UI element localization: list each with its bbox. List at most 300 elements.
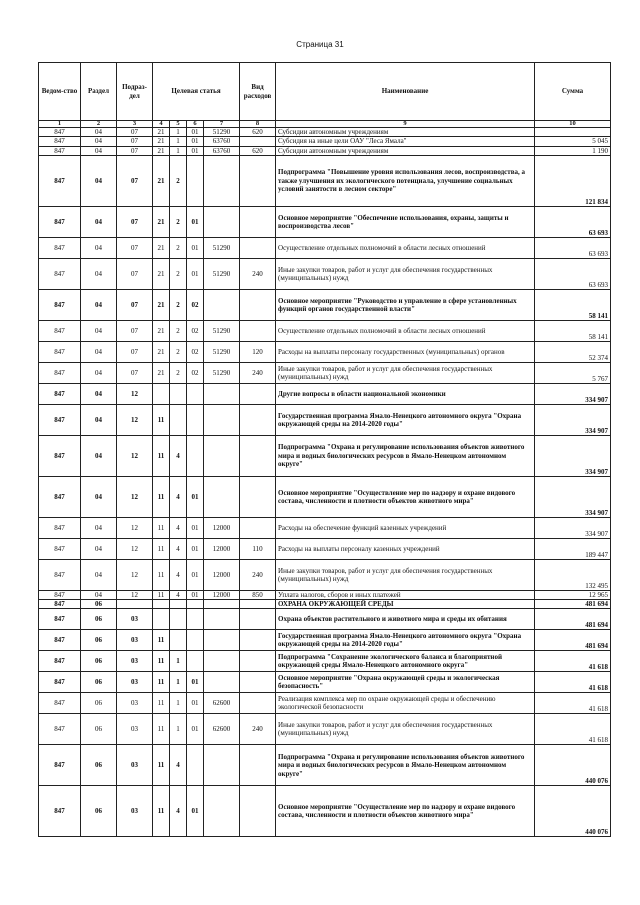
cell-sum: 440 076 [535,745,611,786]
cell-direction: 51290 [204,341,240,362]
cell-name: Основное мероприятие "Руководство и управление в сфере установленных функций органов государственной власти" [276,289,535,320]
cell-dept: 847 [39,786,81,837]
cell-name: Подпрограмма "Сохранение экологического баланса и благоприятной окружающей среды Ямало-Ненецкого автономного округа" [276,651,535,672]
cell-exp-type: 110 [240,538,276,559]
table-row [39,476,611,517]
cell-direction [204,672,240,693]
cell-direction [204,289,240,320]
cell-subprogram: 2 [170,237,187,258]
cell-exp-type: 240 [240,714,276,745]
cell-program: 21 [153,320,170,341]
header-section: Раздел [81,63,117,121]
cell-direction: 62600 [204,693,240,714]
cell-dept: 847 [39,609,81,630]
cell-name: Основное мероприятие "Охрана окружающей среды и экологическая безопасность" [276,672,535,693]
column-numbers-row [39,121,611,128]
cell-program: 11 [153,517,170,538]
cell-section: 06 [81,693,117,714]
cell-dept: 847 [39,362,81,383]
cell-measure [187,609,204,630]
cell-program: 11 [153,435,170,476]
cell-direction [204,476,240,517]
cell-subprogram: 4 [170,476,187,517]
cell-subprogram: 4 [170,538,187,559]
cell-measure [187,383,204,404]
cell-direction [204,404,240,435]
cell-exp-type [240,155,276,206]
cell-section: 04 [81,404,117,435]
cell-section: 06 [81,630,117,651]
cell-dept: 847 [39,289,81,320]
cell-subprogram: 2 [170,258,187,289]
cell-exp-type: 240 [240,362,276,383]
cell-subsection: 07 [117,362,153,383]
cell-direction: 51290 [204,320,240,341]
cell-program: 11 [153,630,170,651]
cell-dept: 847 [39,155,81,206]
cell-measure: 01 [187,786,204,837]
header-sum: Сумма [535,63,611,121]
cell-program: 21 [153,155,170,206]
table-row [39,517,611,538]
cell-exp-type [240,786,276,837]
cell-subsection: 03 [117,672,153,693]
table-row [39,341,611,362]
cell-dept: 847 [39,745,81,786]
cell-section: 06 [81,745,117,786]
cell-measure [187,651,204,672]
cell-dept: 847 [39,435,81,476]
cell-dept: 847 [39,206,81,237]
cell-name: Иные закупки товаров, работ и услуг для обеспечения государственных (муниципальных) нужд [276,258,535,289]
cell-subsection: 07 [117,206,153,237]
cell-subsection: 07 [117,258,153,289]
cell-exp-type [240,435,276,476]
cell-measure [187,435,204,476]
cell-subsection: 12 [117,517,153,538]
cell-measure: 02 [187,341,204,362]
cell-subprogram: 2 [170,155,187,206]
cell-section: 04 [81,128,117,137]
cell-name: Подпрограмма "Повышение уровня использования лесов, воспроизводства, а также улучшения их экологического потенциала, улучшение социальных условий занятости в лесном секторе" [276,155,535,206]
cell-subprogram: 1 [170,693,187,714]
cell-section: 04 [81,517,117,538]
table-row [39,362,611,383]
cell-measure: 01 [187,128,204,137]
table-row [39,383,611,404]
cell-subsection: 03 [117,714,153,745]
cell-section: 06 [81,714,117,745]
cell-subsection: 12 [117,559,153,590]
cell-direction [204,651,240,672]
cell-program: 11 [153,559,170,590]
table-row [39,693,611,714]
cell-direction: 51290 [204,362,240,383]
cell-subprogram: 4 [170,559,187,590]
cell-name: Субсидии автономным учреждениям [276,146,535,155]
cell-name: Расходы на выплаты персоналу казенных учреждений [276,538,535,559]
table-row [39,714,611,745]
cell-exp-type [240,745,276,786]
cell-subprogram: 4 [170,435,187,476]
cell-program: 11 [153,538,170,559]
colnum: 10 [535,121,611,128]
cell-measure [187,155,204,206]
cell-sum: 334 907 [535,517,611,538]
cell-exp-type: 240 [240,559,276,590]
cell-subsection [117,600,153,609]
cell-program [153,383,170,404]
cell-subsection: 03 [117,630,153,651]
cell-subsection: 12 [117,404,153,435]
colnum: 1 [39,121,81,128]
colnum: 2 [81,121,117,128]
cell-subsection: 07 [117,128,153,137]
cell-direction: 51290 [204,258,240,289]
cell-subsection: 03 [117,745,153,786]
table-row [39,206,611,237]
cell-dept: 847 [39,258,81,289]
cell-exp-type [240,476,276,517]
cell-direction: 63760 [204,137,240,146]
cell-dept: 847 [39,600,81,609]
cell-direction [204,435,240,476]
cell-exp-type [240,600,276,609]
cell-program: 21 [153,341,170,362]
cell-sum: 334 907 [535,404,611,435]
cell-direction: 12000 [204,559,240,590]
cell-sum: 63 693 [535,206,611,237]
cell-subprogram: 1 [170,714,187,745]
cell-sum: 5 767 [535,362,611,383]
cell-program: 21 [153,128,170,137]
cell-subsection: 03 [117,651,153,672]
cell-sum: 481 694 [535,609,611,630]
cell-sum: 52 374 [535,341,611,362]
cell-name: Основное мероприятие "Осуществление мер по надзору и охране видового состава, численности и плотности объектов животного мира" [276,476,535,517]
cell-direction: 12000 [204,538,240,559]
cell-subsection: 07 [117,320,153,341]
cell-dept: 847 [39,630,81,651]
budget-table [38,62,611,837]
cell-name: Расходы на обеспечение функций казенных учреждений [276,517,535,538]
cell-name: Иные закупки товаров, работ и услуг для обеспечения государственных (муниципальных) нужд [276,559,535,590]
cell-program: 11 [153,404,170,435]
cell-sum: 334 907 [535,383,611,404]
cell-dept: 847 [39,476,81,517]
cell-direction: 62600 [204,714,240,745]
cell-measure: 01 [187,137,204,146]
cell-dept: 847 [39,341,81,362]
cell-dept: 847 [39,320,81,341]
cell-sum: 440 076 [535,786,611,837]
cell-measure: 01 [187,146,204,155]
cell-section: 04 [81,590,117,599]
cell-sum: 63 693 [535,258,611,289]
table-row [39,155,611,206]
header-exp: Вид расходов [240,63,276,121]
cell-name: Основное мероприятие "Осуществление мер по надзору и охране видового состава, численности и плотности объектов животного мира" [276,786,535,837]
cell-exp-type: 620 [240,128,276,137]
cell-section: 04 [81,237,117,258]
cell-dept: 847 [39,128,81,137]
cell-exp-type [240,517,276,538]
cell-section: 04 [81,383,117,404]
cell-exp-type [240,383,276,404]
cell-section: 06 [81,672,117,693]
cell-program [153,609,170,630]
table-row [39,609,611,630]
cell-direction [204,383,240,404]
cell-name: Расходы на выплаты персоналу государственных (муниципальных) органов [276,341,535,362]
cell-name: Основное мероприятие "Обеспечение использования, охраны, защиты и воспроизводства лесов" [276,206,535,237]
cell-subsection: 07 [117,137,153,146]
cell-section: 06 [81,651,117,672]
cell-measure: 01 [187,559,204,590]
cell-exp-type [240,609,276,630]
cell-measure: 02 [187,289,204,320]
cell-name: Охрана объектов растительного и животного мира и среды их обитания [276,609,535,630]
cell-subprogram: 4 [170,590,187,599]
cell-direction [204,206,240,237]
cell-program: 21 [153,362,170,383]
colnum: 4 [153,121,170,128]
cell-sum: 132 495 [535,559,611,590]
cell-subprogram: 2 [170,289,187,320]
cell-subsection: 07 [117,237,153,258]
cell-sum: 481 694 [535,600,611,609]
cell-subprogram [170,404,187,435]
cell-sum: 58 141 [535,320,611,341]
cell-exp-type [240,693,276,714]
cell-dept: 847 [39,404,81,435]
cell-measure: 01 [187,672,204,693]
cell-sum: 334 907 [535,435,611,476]
cell-exp-type [240,206,276,237]
cell-dept: 847 [39,651,81,672]
cell-exp-type [240,404,276,435]
cell-program: 11 [153,745,170,786]
cell-program: 21 [153,289,170,320]
cell-dept: 847 [39,237,81,258]
table-row [39,435,611,476]
header-dept: Ведом-ство [39,63,81,121]
cell-subprogram: 4 [170,745,187,786]
cell-exp-type [240,651,276,672]
cell-section: 04 [81,146,117,155]
cell-direction: 12000 [204,590,240,599]
cell-subprogram: 1 [170,137,187,146]
table-row [39,289,611,320]
cell-direction [204,786,240,837]
cell-name: Уплата налогов, сборов и иных платежей [276,590,535,599]
cell-program: 21 [153,237,170,258]
cell-measure: 02 [187,362,204,383]
cell-subprogram: 2 [170,320,187,341]
cell-measure: 01 [187,237,204,258]
cell-name: Субсидия на иные цели ОАУ "Леса Ямала" [276,137,535,146]
table-row [39,745,611,786]
cell-subsection: 03 [117,693,153,714]
cell-direction [204,745,240,786]
cell-measure [187,630,204,651]
cell-subprogram [170,609,187,630]
cell-subsection: 12 [117,476,153,517]
cell-program: 11 [153,672,170,693]
cell-subprogram: 2 [170,206,187,237]
cell-sum: 334 907 [535,476,611,517]
cell-subsection: 12 [117,590,153,599]
cell-subprogram [170,600,187,609]
cell-subprogram: 2 [170,341,187,362]
cell-section: 04 [81,538,117,559]
cell-name: Осуществление отдельных полномочий в области лесных отношений [276,320,535,341]
cell-exp-type [240,137,276,146]
cell-subsection: 03 [117,786,153,837]
cell-dept: 847 [39,517,81,538]
cell-section: 06 [81,786,117,837]
cell-sum: 41 618 [535,693,611,714]
cell-section: 04 [81,341,117,362]
cell-direction: 12000 [204,517,240,538]
cell-exp-type [240,630,276,651]
table-row [39,404,611,435]
cell-section: 04 [81,258,117,289]
cell-section: 04 [81,435,117,476]
cell-name: Иные закупки товаров, работ и услуг для обеспечения государственных (муниципальных) нужд [276,714,535,745]
cell-exp-type [240,320,276,341]
cell-exp-type [240,237,276,258]
cell-exp-type: 620 [240,146,276,155]
header-subsection: Подраз-дел [117,63,153,121]
cell-sum: 58 141 [535,289,611,320]
header-target: Целевая статья [153,63,240,121]
table-row [39,146,611,155]
cell-section: 04 [81,137,117,146]
cell-program: 21 [153,146,170,155]
cell-sum: 12 965 [535,590,611,599]
cell-sum: 41 618 [535,672,611,693]
cell-program: 11 [153,786,170,837]
table-row [39,320,611,341]
cell-measure: 01 [187,590,204,599]
cell-section: 06 [81,609,117,630]
cell-dept: 847 [39,146,81,155]
cell-sum: 189 447 [535,538,611,559]
cell-direction: 51290 [204,128,240,137]
cell-direction [204,155,240,206]
cell-exp-type [240,672,276,693]
cell-section: 04 [81,320,117,341]
cell-dept: 847 [39,693,81,714]
cell-measure [187,404,204,435]
cell-name: Государственная программа Ямало-Ненецкого автономного округа "Охрана окружающей среды на 2014-2020 годы" [276,630,535,651]
table-row [39,258,611,289]
table-row [39,590,611,599]
cell-dept: 847 [39,672,81,693]
cell-program [153,600,170,609]
cell-sum: 41 618 [535,651,611,672]
cell-subprogram: 1 [170,128,187,137]
table-row [39,600,611,609]
cell-program: 21 [153,206,170,237]
cell-dept: 847 [39,538,81,559]
cell-subprogram: 4 [170,517,187,538]
cell-measure: 01 [187,693,204,714]
cell-measure: 01 [187,258,204,289]
cell-dept: 847 [39,383,81,404]
cell-name: ОХРАНА ОКРУЖАЮЩЕЙ СРЕДЫ [276,600,535,609]
table-row [39,630,611,651]
cell-program: 11 [153,651,170,672]
cell-name: Подпрограмма "Охрана и регулирование использования объектов животного мира и водных биологических ресурсов в Ямало-Ненецком автономном округе" [276,745,535,786]
cell-subprogram: 1 [170,651,187,672]
cell-exp-type: 120 [240,341,276,362]
colnum: 3 [117,121,153,128]
table-row [39,559,611,590]
table-row [39,137,611,146]
cell-name: Другие вопросы в области национальной экономики [276,383,535,404]
table-row [39,651,611,672]
page-number: Страница 31 [296,40,344,49]
table-row [39,128,611,137]
table-row [39,786,611,837]
cell-measure: 01 [187,206,204,237]
cell-exp-type [240,289,276,320]
cell-program: 11 [153,693,170,714]
colnum: 6 [187,121,204,128]
cell-measure: 01 [187,538,204,559]
cell-measure: 01 [187,517,204,538]
cell-direction [204,630,240,651]
cell-measure: 02 [187,320,204,341]
cell-direction [204,609,240,630]
table-row [39,237,611,258]
cell-sum: 481 694 [535,630,611,651]
cell-name: Государственная программа Ямало-Ненецкого автономного округа "Охрана окружающей среды на 2014-2020 годы" [276,404,535,435]
cell-sum: 41 618 [535,714,611,745]
cell-sum: 121 834 [535,155,611,206]
cell-section: 04 [81,206,117,237]
cell-program: 21 [153,258,170,289]
cell-exp-type: 240 [240,258,276,289]
cell-subsection: 12 [117,383,153,404]
table-row [39,538,611,559]
cell-program: 21 [153,137,170,146]
cell-program: 11 [153,476,170,517]
cell-direction [204,600,240,609]
cell-sum: 63 693 [535,237,611,258]
cell-program: 11 [153,590,170,599]
cell-subprogram: 4 [170,786,187,837]
cell-dept: 847 [39,590,81,599]
cell-dept: 847 [39,559,81,590]
cell-direction: 63760 [204,146,240,155]
cell-subsection: 07 [117,289,153,320]
cell-sum: 1 190 [535,146,611,155]
cell-section: 04 [81,289,117,320]
cell-dept: 847 [39,714,81,745]
colnum: 7 [204,121,240,128]
cell-section: 04 [81,476,117,517]
cell-sum [535,128,611,137]
cell-section: 04 [81,559,117,590]
cell-subprogram: 1 [170,672,187,693]
cell-name: Подпрограмма "Охрана и регулирование использования объектов животного мира и водных биологических ресурсов в Ямало-Ненецком автономном округе" [276,435,535,476]
colnum: 5 [170,121,187,128]
cell-name: Субсидии автономным учреждениям [276,128,535,137]
cell-subprogram [170,630,187,651]
